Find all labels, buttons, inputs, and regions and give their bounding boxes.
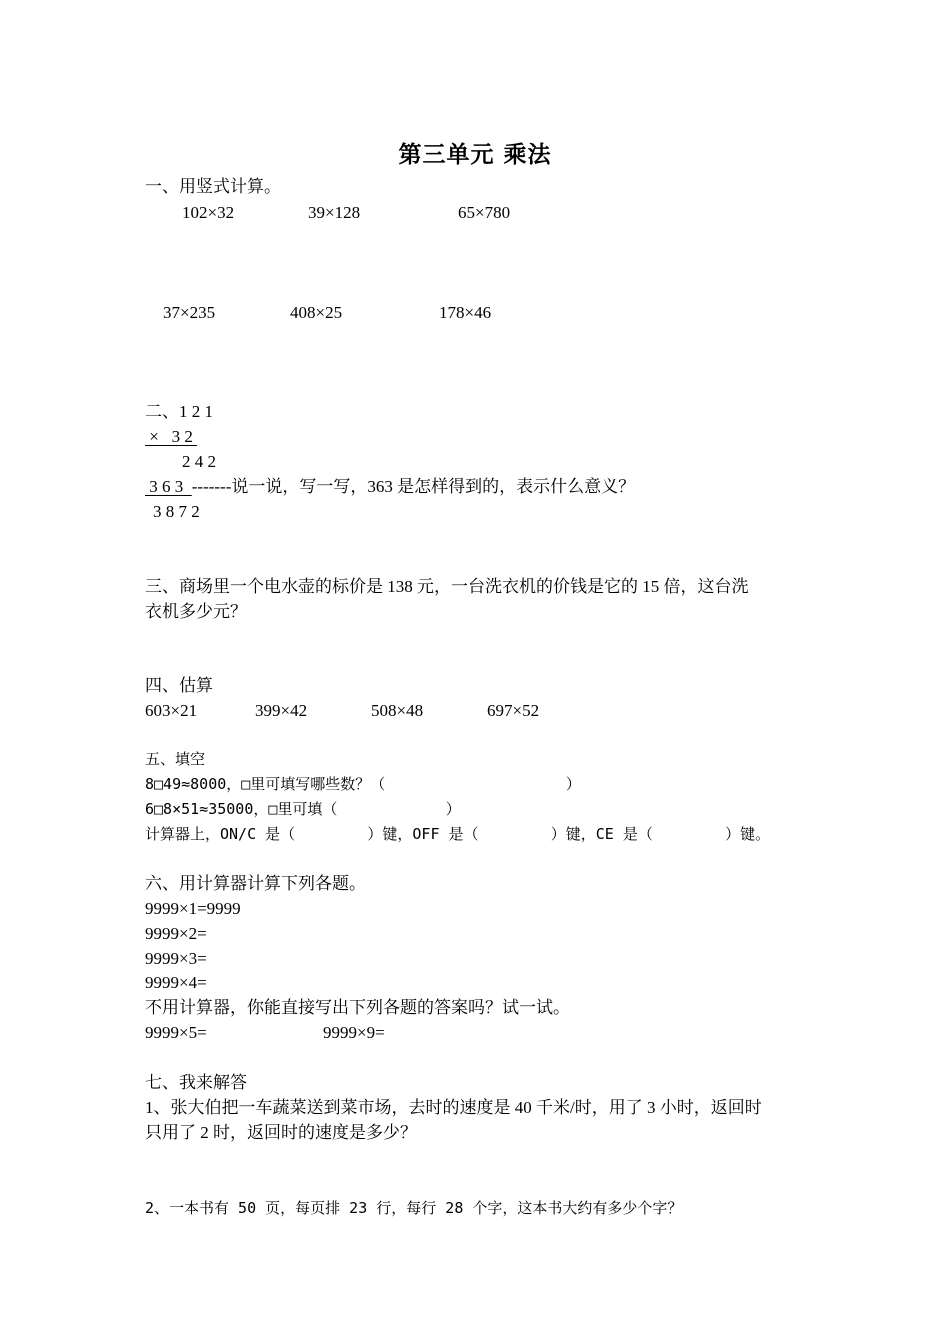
fill-blank-3: 计算器上，ON/C 是（ ）键，OFF 是（ ）键，CE 是（ ）键。	[145, 825, 771, 843]
problem-1-4: 37×235	[163, 303, 216, 322]
problem-1-5: 408×25	[290, 303, 343, 322]
section-2-line-1: 二、1 2 1	[145, 402, 213, 421]
section-3-line-2: 衣机多少元？	[145, 602, 247, 621]
question-2: 2、一本书有 50 页，每页排 23 行，每行 28 个字，这本书大约有多少个字？	[145, 1199, 683, 1217]
section-2-multiplier: × 3 2	[145, 427, 198, 446]
problem-1-1: 102×32	[182, 203, 235, 222]
problem-1-6: 178×46	[439, 303, 492, 322]
calc-line-9: 9999×9=	[323, 1023, 385, 1042]
fill-blank-1: 8□49≈8000，□里可填写哪些数？（ ）	[145, 775, 581, 793]
question-1-line-1: 1、张大伯把一车蔬菜送到菜市场，去时的速度是 40 千米/时，用了 3 小时，返回时	[145, 1098, 762, 1117]
calc-line-4: 9999×4=	[145, 973, 207, 992]
section-7-heading: 七、我来解答	[145, 1073, 247, 1092]
section-4-heading: 四、估算	[145, 676, 213, 695]
calc-line-3: 9999×3=	[145, 949, 207, 968]
problem-1-3: 65×780	[458, 203, 511, 222]
section-6-note: 不用计算器，你能直接写出下列各题的答案吗？试一试。	[145, 998, 570, 1017]
page-title: 第三单元 乘法	[398, 141, 552, 168]
estimate-3: 508×48	[371, 701, 424, 720]
question-1-line-2: 只用了 2 时，返回时的速度是多少？	[145, 1123, 417, 1142]
section-5-heading: 五、填空	[145, 752, 206, 768]
section-2-partial-1: 2 4 2	[182, 452, 216, 471]
calc-line-5: 9999×5=	[145, 1023, 207, 1042]
problem-1-2: 39×128	[308, 203, 361, 222]
estimate-4: 697×52	[487, 701, 540, 720]
calc-line-2: 9999×2=	[145, 924, 207, 943]
estimate-1: 603×21	[145, 701, 198, 720]
calc-line-1: 9999×1=9999	[145, 899, 241, 918]
estimate-2: 399×42	[255, 701, 308, 720]
fill-blank-2: 6□8×51≈35000，□里可填（ ）	[145, 800, 461, 818]
section-1-heading: 一、用竖式计算。	[145, 177, 281, 196]
section-3-line-1: 三、商场里一个电水壶的标价是 138 元，一台洗衣机的价钱是它的 15 倍，这台洗	[145, 577, 749, 596]
section-2-question: -------说一说，写一写，363 是怎样得到的，表示什么意义？	[191, 477, 636, 496]
section-2-partial-2: 3 6 3	[145, 477, 192, 496]
section-6-heading: 六、用计算器计算下列各题。	[145, 874, 366, 893]
section-2-partial-2-line	[145, 476, 635, 498]
section-2-product: 3 8 7 2	[153, 502, 200, 521]
